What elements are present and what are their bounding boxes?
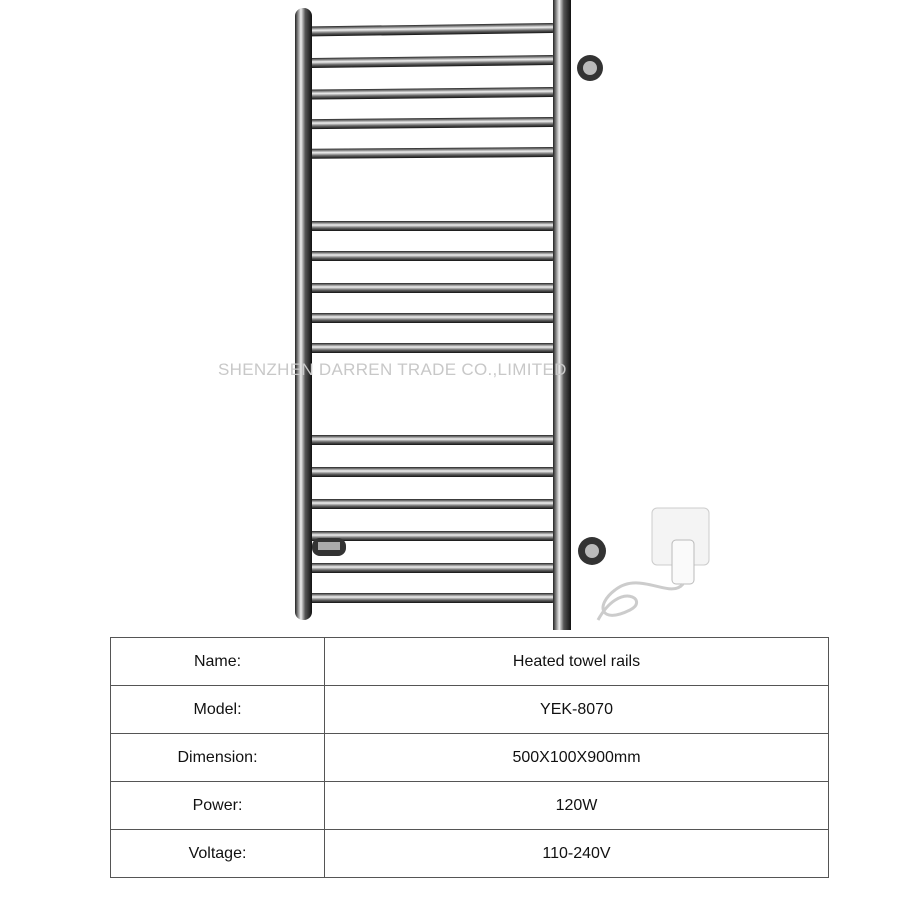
right-post [553, 0, 571, 630]
spec-table [110, 637, 829, 878]
spec-label: Dimension: [111, 734, 325, 782]
towel-rail-bar [308, 221, 556, 231]
towel-rail-bar [308, 531, 556, 541]
towel-rail-bar [308, 343, 556, 353]
spec-row [111, 830, 829, 878]
spec-label: Model: [111, 686, 325, 734]
spec-label: Name: [111, 638, 325, 686]
spec-row [111, 686, 829, 734]
watermark: SHENZHEN DARREN TRADE CO.,LIMITED [218, 360, 567, 379]
spec-row [111, 638, 829, 686]
spec-value: 500X100X900mm [325, 734, 829, 782]
towel-rail-bar [308, 87, 556, 100]
towel-rail-bar [308, 313, 556, 323]
spec-value: 120W [325, 782, 829, 830]
towel-rail-bar [308, 499, 556, 509]
spec-value: 110-240V [325, 830, 829, 878]
towel-rail-bar [308, 435, 556, 445]
towel-rail-bar [308, 147, 556, 159]
towel-rail-bar [308, 593, 556, 603]
left-post [295, 8, 312, 620]
towel-rail-bar [308, 563, 556, 573]
spec-row [111, 734, 829, 782]
spec-value: Heated towel rails [325, 638, 829, 686]
towel-rail-bar [308, 251, 556, 261]
towel-rail-bar [308, 117, 556, 129]
spec-value: YEK-8070 [325, 686, 829, 734]
towel-rail-bar [308, 23, 556, 36]
towel-rail-bar [308, 467, 556, 477]
heating-element-connector [312, 538, 346, 556]
towel-rail-bar [308, 283, 556, 293]
spec-row [111, 782, 829, 830]
spec-label: Voltage: [111, 830, 325, 878]
wall-bracket-bottom [578, 537, 606, 565]
towel-rail-bar [308, 55, 556, 68]
spec-label: Power: [111, 782, 325, 830]
wall-bracket-top [577, 55, 603, 81]
wall-socket-plug-icon [598, 508, 709, 620]
